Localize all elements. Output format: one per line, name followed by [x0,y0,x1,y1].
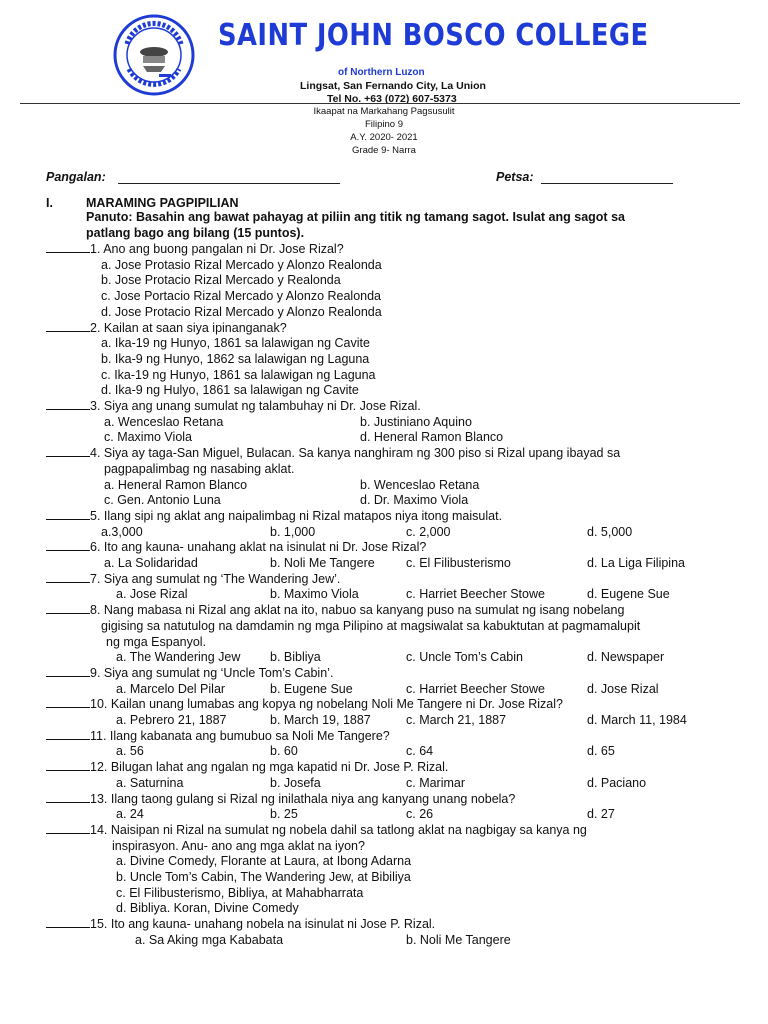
choice-b: b. Noli Me Tangere [406,932,511,947]
question-text: 12. Bilugan lahat ang ngalan ng mga kapatid ni Dr. Jose P. Rizal. [90,760,449,775]
date-field[interactable] [541,183,673,184]
question-7 [46,572,340,587]
answer-blank[interactable] [46,242,90,253]
question-14 [46,823,587,838]
choice-d: d. Ika-9 ng Hulyo, 1861 sa lalawigan ng Cavite [101,383,359,398]
section-title: MARAMING PAGPIPILIAN [86,196,239,210]
subject-name: Filipino 9 [364,119,404,130]
choice-d: d. 5,000 [587,524,633,539]
choice-a: a.3,000 [101,524,143,539]
choice-d: d. March 11, 1984 [587,713,687,727]
choice-c: c. Jose Portacio Rizal Mercado y Alonzo Realonda [101,289,382,304]
choice-d: d. Eugene Sue [587,587,670,602]
college-address: Lingsat, San Fernando City, La Union [300,80,486,92]
choice-b: b. Maximo Viola [270,587,359,602]
question-text: 11. Ilang kabanata ang bumubuo sa Noli Me Tangere? [90,728,390,743]
question-5 [46,509,502,524]
choice-a: a. Pebrero 21, 1887 [116,713,227,727]
question-11 [46,729,390,744]
choice-d: d. Jose Protacio Rizal Mercado y Alonzo Realonda [101,304,382,319]
choice-b: b. Wenceslao Retana [360,477,480,492]
choice-d: d. 65 [587,744,615,759]
choice-c: c. 64 [406,744,434,759]
choice-c: c. Marimar [406,775,466,790]
question-1 [46,242,344,257]
college-name: SAINT JOHN BOSCO COLLEGE [218,18,649,53]
answer-blank[interactable] [46,399,90,410]
answer-blank[interactable] [46,697,90,708]
question-text: 4. Siya ay taga-San Miguel, Bulacan. Sa kanya nanghiram ng 300 piso si Rizal upang ibayad sa [90,446,621,461]
question-text: 14. Naisipan ni Rizal na sumulat ng nobela dahil sa tatlong aklat na nagbigay sa kanya ng [90,822,587,837]
choice-a: a. 24 [116,807,144,822]
question-text: 10. Kailan unang lumabas ang kopya ng nobelang Noli Me Tangere ni Dr. Jose Rizal? [90,697,563,712]
answer-blank[interactable] [46,603,90,614]
question-text: 1. Ano ang buong pangalan ni Dr. Jose Rizal? [90,242,344,256]
header-divider [20,103,740,104]
choice-c: c. Ika-19 ng Hunyo, 1861 sa lalawigan ng Laguna [101,367,376,382]
section-number: I. [46,196,53,210]
choice-c: c. Harriet Beecher Stowe [406,681,545,696]
choice-b: b. March 19, 1887 [270,713,371,727]
choice-b: b. 60 [270,744,298,759]
question-text: 13. Ilang taong gulang si Rizal ng inilathala niya ang kanyang unang nobela? [90,791,516,806]
answer-blank[interactable] [46,666,90,677]
question-text: 8. Nang mabasa ni Rizal ang aklat na ito, nabuo sa kanyang puso na sumulat ng isang nobelang [90,603,625,618]
question-6 [46,540,426,555]
question-continuation: ng mga Espanyol. [106,634,207,649]
question-2 [46,321,287,336]
choice-c: c. El Filibusterismo, Bibliya, at Mahabharrata [116,885,364,900]
name-label: Pangalan: [46,170,106,184]
question-text: 7. Siya ang sumulat ng ‘The Wandering Jew’. [90,571,341,586]
choice-c: c. Maximo Viola [104,430,192,445]
answer-blank[interactable] [46,823,90,834]
choice-a: a. Jose Rizal [116,587,188,602]
answer-blank[interactable] [46,760,90,771]
answer-blank[interactable] [46,321,90,332]
answer-blank[interactable] [46,572,90,583]
choice-c: c. Uncle Tom’s Cabin [406,650,523,665]
question-text: 15. Ito ang kauna- unahang nobela na isinulat ni Jose P. Rizal. [90,917,436,932]
choice-d: d. Bibliya. Koran, Divine Comedy [116,901,299,916]
choice-a: a. 56 [116,744,144,759]
choice-b: b. Noli Me Tangere [270,556,375,570]
question-text: 9. Siya ang sumulat ng ‘Uncle Tom’s Cabin’. [90,665,334,680]
college-seal-logo [113,14,195,96]
choice-a: a. Heneral Ramon Blanco [104,477,248,492]
choice-c: c. Harriet Beecher Stowe [406,587,545,602]
choice-a: a. Ika-19 ng Hunyo, 1861 sa lalawigan ng Cavite [101,336,370,351]
answer-blank[interactable] [46,540,90,551]
choice-a: a. Wenceslao Retana [104,414,224,429]
question-text: 6. Ito ang kauna- unahang aklat na isinulat ni Dr. Jose Rizal? [90,540,427,555]
choice-b: b. Bibliya [270,650,321,665]
answer-blank[interactable] [46,446,90,457]
choice-b: b. Josefa [270,775,321,790]
choice-c: c. Gen. Antonio Luna [104,493,221,508]
choice-a: a. Saturnina [116,775,184,790]
choice-a: a. Divine Comedy, Florante at Laura, at Ibong Adarna [116,854,412,869]
choice-a: a. Jose Protasio Rizal Mercado y Alonzo Realonda [101,257,382,272]
choice-b: b. Jose Protacio Rizal Mercado y Realonda [101,273,341,288]
choice-d: d. Dr. Maximo Viola [360,493,469,508]
answer-blank[interactable] [46,917,90,928]
question-4 [46,446,620,461]
choice-d: d. Heneral Ramon Blanco [360,430,504,445]
instructions-line-2: patlang bago ang bilang (15 puntos). [86,226,305,240]
exam-title: Ikaapat na Markahang Pagsusulit [313,106,455,117]
answer-blank[interactable] [46,792,90,803]
question-continuation: pagpapalimbag ng nasabing aklat. [104,461,295,476]
choice-b: b. Ika-9 ng Hunyo, 1862 sa lalawigan ng Laguna [101,351,370,366]
answer-blank[interactable] [46,729,90,740]
question-text: 5. Ilang sipi ng aklat ang naipalimbag ni Rizal matapos niya itong maisulat. [90,508,503,523]
question-13 [46,792,515,807]
choice-c: c. 2,000 [406,524,451,539]
question-15 [46,917,435,932]
college-subtitle: of Northern Luzon [338,67,425,78]
question-text: 2. Kailan at saan siya ipinanganak? [90,320,287,335]
date-label: Petsa: [496,170,534,184]
choice-d: d. Jose Rizal [587,681,659,696]
choice-d: d. 27 [587,807,615,822]
question-8 [46,603,624,618]
choice-c: c. 26 [406,807,434,822]
choice-b: b. Justiniano Aquino [360,414,472,429]
grade-section: Grade 9- Narra [352,145,416,156]
question-continuation: gigising sa natutulog na damdamin ng mga Pilipino at magsiwalat sa kabuktutan at pagmamalupit [101,618,641,633]
instructions-line-1: Panuto: Basahin ang bawat pahayag at piliin ang titik ng tamang sagot. Isulat ang sagot sa [86,210,625,224]
college-telephone: Tel No. +63 (072) 607-5373 [327,93,457,105]
choice-d: d. Newspaper [587,650,665,665]
school-year: A.Y. 2020- 2021 [350,132,418,143]
choice-a: a. Marcelo Del Pilar [116,681,226,696]
answer-blank[interactable] [46,509,90,520]
choice-a: a. La Solidaridad [104,556,198,570]
choice-a: a. Sa Aking mga Kababata [135,932,284,947]
question-10 [46,697,563,712]
choice-b: b. 25 [270,807,298,822]
choice-d: d. La Liga Filipina [587,556,685,570]
question-text: 3. Siya ang unang sumulat ng talambuhay ni Dr. Jose Rizal. [90,399,421,413]
question-3 [46,399,421,414]
question-12 [46,760,448,775]
choice-b: b. Eugene Sue [270,681,353,696]
choice-b: b. 1,000 [270,524,316,539]
choice-c: c. El Filibusterismo [406,556,511,570]
question-9 [46,666,333,681]
choice-d: d. Paciano [587,775,647,790]
name-field[interactable] [118,183,340,184]
choice-a: a. The Wandering Jew [116,650,241,665]
choice-b: b. Uncle Tom’s Cabin, The Wandering Jew, at Bibiliya [116,870,411,884]
choice-c: c. March 21, 1887 [406,713,507,727]
question-continuation: inspirasyon. Anu- ano ang mga aklat na iyon? [112,838,365,853]
